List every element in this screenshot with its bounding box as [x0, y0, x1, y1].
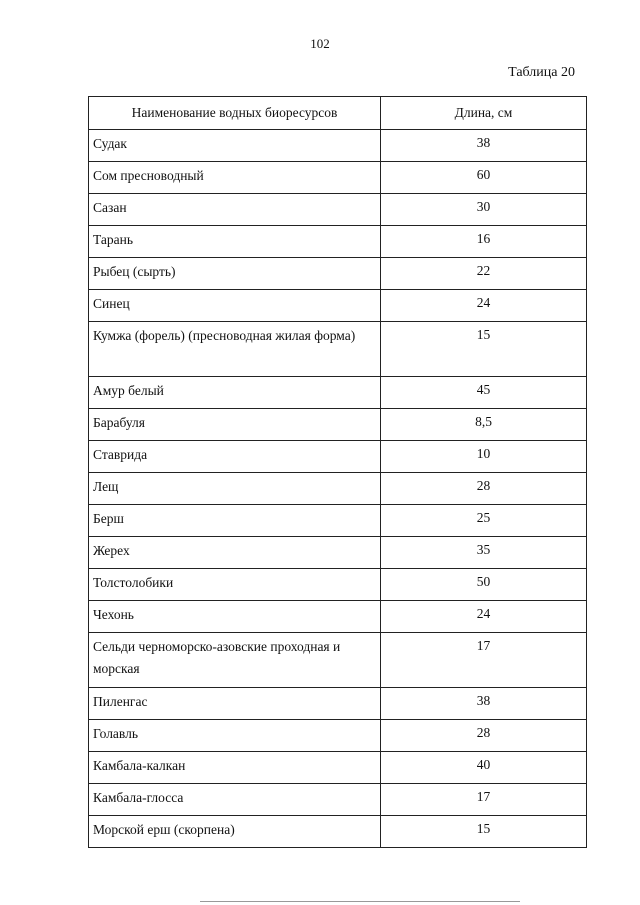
- species-name: Сазан: [89, 194, 381, 226]
- species-name: Морской ерш (скорпена): [89, 816, 381, 848]
- species-name: Рыбец (сырть): [89, 258, 381, 290]
- species-name: Сом пресноводный: [89, 162, 381, 194]
- length-value: 10: [381, 441, 587, 473]
- table-row: [89, 130, 587, 162]
- length-value: 17: [381, 633, 587, 688]
- species-name: Судак: [89, 130, 381, 162]
- species-name: Берш: [89, 505, 381, 537]
- table-row: [89, 290, 587, 322]
- length-value: 40: [381, 752, 587, 784]
- table-row: [89, 784, 587, 816]
- species-name: Ставрида: [89, 441, 381, 473]
- table-row: [89, 505, 587, 537]
- table-caption: Таблица 20: [508, 65, 575, 80]
- length-value: 24: [381, 290, 587, 322]
- table-header-row: [89, 97, 587, 130]
- length-value: 60: [381, 162, 587, 194]
- length-value: 28: [381, 473, 587, 505]
- table-row: [89, 633, 587, 688]
- length-value: 15: [381, 816, 587, 848]
- table-row: [89, 258, 587, 290]
- species-name: Амур белый: [89, 377, 381, 409]
- length-value: 8,5: [381, 409, 587, 441]
- table-row: [89, 537, 587, 569]
- header-length: Длина, см: [381, 97, 587, 130]
- species-name: Сельди черноморско-азовские проходная и морская: [89, 633, 381, 688]
- length-value: 30: [381, 194, 587, 226]
- bioresources-table: [88, 96, 587, 848]
- length-value: 38: [381, 130, 587, 162]
- length-value: 17: [381, 784, 587, 816]
- length-value: 28: [381, 720, 587, 752]
- page-number: 102: [310, 36, 330, 51]
- table-row: [89, 194, 587, 226]
- length-value: 15: [381, 322, 587, 377]
- table-row: [89, 601, 587, 633]
- table-row: [89, 473, 587, 505]
- table-row: [89, 226, 587, 258]
- scan-edge-line: [200, 901, 520, 902]
- table-row: [89, 752, 587, 784]
- length-value: 45: [381, 377, 587, 409]
- length-value: 22: [381, 258, 587, 290]
- table-row: [89, 409, 587, 441]
- table-row: [89, 322, 587, 377]
- species-name: Пиленгас: [89, 688, 381, 720]
- species-name: Кумжа (форель) (пресноводная жилая форма): [89, 322, 381, 377]
- species-name: Камбала-калкан: [89, 752, 381, 784]
- species-name: Синец: [89, 290, 381, 322]
- table-row: [89, 162, 587, 194]
- species-name: Барабуля: [89, 409, 381, 441]
- species-name: Камбала-глосса: [89, 784, 381, 816]
- length-value: 35: [381, 537, 587, 569]
- species-name: Лещ: [89, 473, 381, 505]
- header-name: Наименование водных биоресурсов: [89, 97, 381, 130]
- species-name: Голавль: [89, 720, 381, 752]
- species-name: Жерех: [89, 537, 381, 569]
- table-row: [89, 720, 587, 752]
- length-value: 50: [381, 569, 587, 601]
- table-row: [89, 441, 587, 473]
- species-name: Толстолобики: [89, 569, 381, 601]
- length-value: 25: [381, 505, 587, 537]
- species-name: Тарань: [89, 226, 381, 258]
- table-row: [89, 569, 587, 601]
- table-row: [89, 816, 587, 848]
- length-value: 24: [381, 601, 587, 633]
- table-row: [89, 377, 587, 409]
- species-name: Чехонь: [89, 601, 381, 633]
- table-row: [89, 688, 587, 720]
- length-value: 16: [381, 226, 587, 258]
- length-value: 38: [381, 688, 587, 720]
